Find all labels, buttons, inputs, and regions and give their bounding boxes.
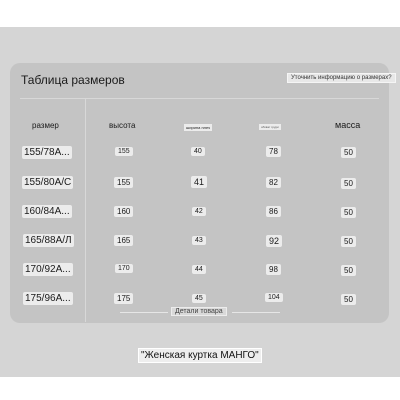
- table-row-size-cell: 175/96A...: [25, 293, 71, 304]
- table-row-mass-cell: 50: [341, 207, 356, 218]
- column-header-chest: обхват груди: [261, 125, 279, 129]
- size-chart-panel: [0, 27, 400, 333]
- clarify-size-link[interactable]: Уточнить информацию о размерах?: [287, 73, 396, 83]
- table-row-height-cell: 155: [114, 177, 133, 188]
- table-row-shoulder-cell: 43: [192, 236, 206, 245]
- product-name: "Женская куртка МАНГО": [138, 348, 262, 363]
- tab-product-details[interactable]: Детали товара: [171, 307, 227, 316]
- table-row-chest-cell: 78: [266, 146, 281, 157]
- column-header-height: высота: [109, 121, 136, 130]
- table-row-shoulder-cell: 41: [191, 176, 207, 188]
- table-row-mass-cell: 50: [341, 265, 356, 276]
- table-row-chest-cell: 98: [266, 264, 281, 275]
- table-row-size-cell: 155/78A...: [24, 147, 70, 158]
- table-row-chest-cell: 104: [265, 293, 283, 302]
- column-header-size: размер: [32, 121, 59, 130]
- table-row-height-cell: 160: [114, 206, 133, 217]
- table-row-chest-cell: 82: [266, 177, 281, 188]
- table-row-shoulder-cell: 42: [192, 207, 206, 216]
- table-row-chest-cell: 92: [266, 235, 282, 247]
- table-row-shoulder-cell: 45: [192, 294, 206, 303]
- table-row-height-cell: 165: [114, 235, 133, 246]
- header-divider: [20, 98, 379, 99]
- table-row-shoulder-cell: 44: [192, 265, 206, 274]
- table-row-mass-cell: 50: [341, 236, 356, 247]
- size-table-title: Таблица размеров: [21, 73, 125, 87]
- table-row-mass-cell: 50: [341, 147, 356, 158]
- table-row-height-cell: 175: [114, 293, 133, 304]
- table-row-shoulder-cell: 40: [191, 147, 205, 156]
- tab-divider-right: [232, 312, 280, 313]
- table-row-size-cell: 165/88А/Л: [25, 235, 72, 246]
- column-header-mass: масса: [335, 120, 361, 130]
- table-row-size-cell: 155/80A/C: [24, 177, 72, 188]
- column-header-shoulder-width: ширина плеч: [186, 125, 211, 130]
- size-table-card: [10, 63, 392, 323]
- table-row-mass-cell: 50: [341, 294, 356, 305]
- tab-divider-left: [120, 312, 168, 313]
- table-row-mass-cell: 50: [341, 178, 356, 189]
- table-row-height-cell: 170: [115, 264, 133, 273]
- table-row-size-cell: 160/84A...: [24, 206, 70, 217]
- table-row-chest-cell: 86: [266, 206, 281, 217]
- column-divider: [85, 99, 86, 322]
- table-row-height-cell: 155: [115, 147, 133, 156]
- table-row-size-cell: 170/92A...: [25, 264, 71, 275]
